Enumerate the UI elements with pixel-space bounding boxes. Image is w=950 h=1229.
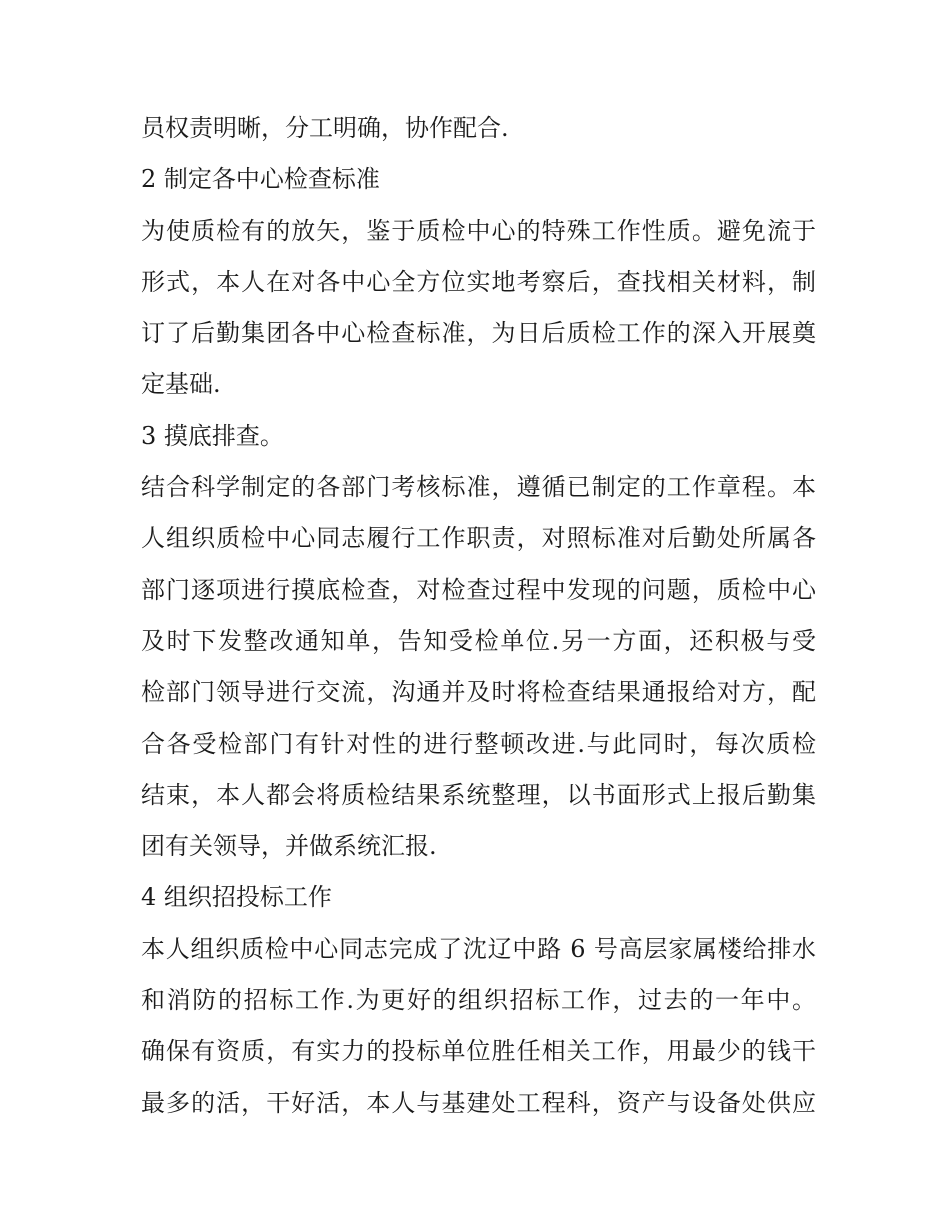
text-line: 员权责明晰，分工明确，协作配合. [141, 114, 509, 142]
text-line: 确保有资质，有实力的投标单位胜任相关工作，用最少的钱干 [141, 1037, 816, 1066]
text-line: 及时下发整改通知单，告知受检单位.另一方面，还积极与受 [141, 626, 816, 655]
section-heading: 3 摸底排查。 [141, 421, 284, 450]
text-line: 合各受检部门有针对性的进行整顿改进.与此同时，每次质检 [141, 729, 816, 758]
text-line: 结束，本人都会将质检结果系统整理，以书面形式上报后勤集 [141, 780, 816, 809]
text-line: 定基础. [141, 370, 221, 399]
text-line: 最多的活，干好活，本人与基建处工程科，资产与设备处供应 [141, 1088, 816, 1117]
text-line: 形式，本人在对各中心全方位实地考察后，查找相关材料，制 [141, 267, 816, 296]
section-heading: 4 组织招投标工作 [141, 883, 332, 912]
text-line: 为使质检有的放矢，鉴于质检中心的特殊工作性质。避免流于 [141, 216, 816, 245]
text-line: 人组织质检中心同志履行工作职责，对照标准对后勤处所属各 [141, 524, 816, 553]
text-line: 部门逐项进行摸底检查，对检查过程中发现的问题，质检中心 [141, 575, 816, 604]
text-line: 订了后勤集团各中心检查标准，为日后质检工作的深入开展奠 [141, 319, 816, 348]
text-line: 本人组织质检中心同志完成了沈辽中路 6 号高层家属楼给排水 [141, 934, 816, 963]
section-heading: 2 制定各中心检查标准 [141, 165, 380, 194]
text-line: 检部门领导进行交流，沟通并及时将检查结果通报给对方，配 [141, 678, 816, 707]
document-body [141, 103, 816, 1129]
text-line: 团有关领导，并做系统汇报. [141, 832, 437, 861]
text-line: 结合科学制定的各部门考核标准，遵循已制定的工作章程。本 [141, 473, 816, 502]
text-line: 和消防的招标工作.为更好的组织招标工作，过去的一年中。 [141, 986, 816, 1015]
